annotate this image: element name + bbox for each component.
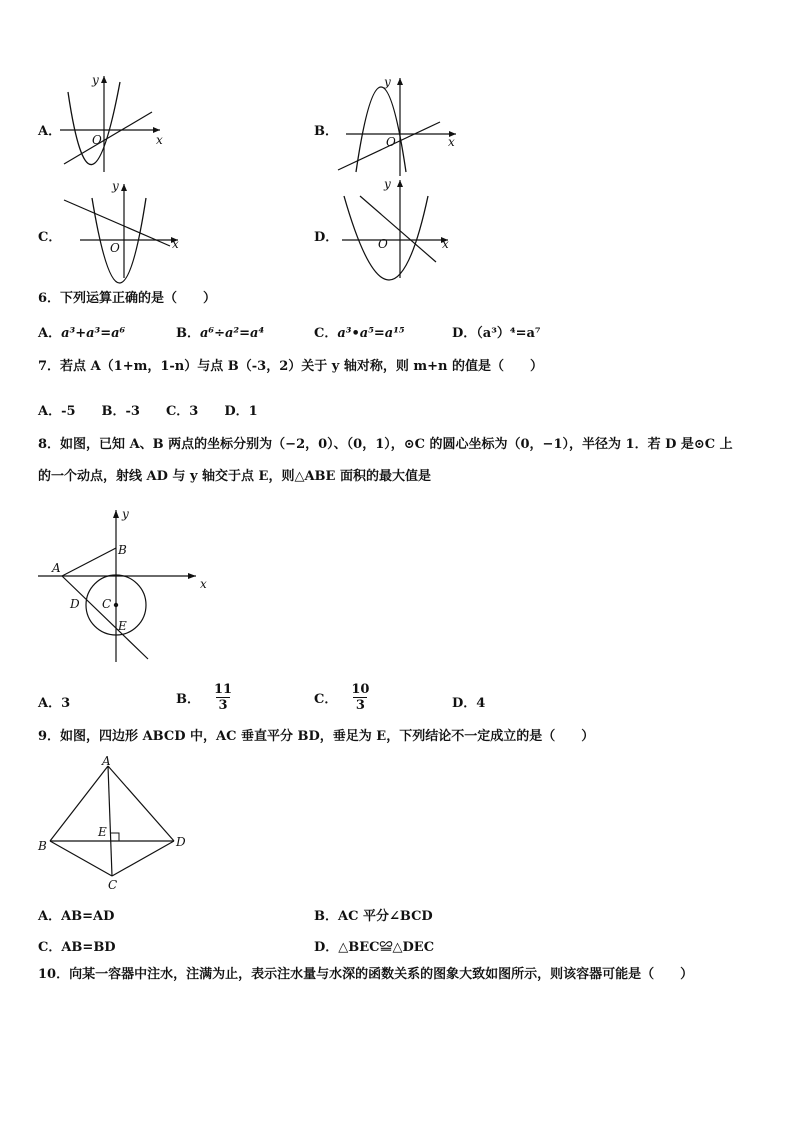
svg-text:C: C [108,878,118,892]
svg-text:y: y [384,75,391,89]
svg-text:D: D [70,597,80,611]
svg-text:A: A [52,561,61,575]
q8-stem-line2: 的一个动点，射线 AD 与 y 轴交于点 E，则△ABE 面积的最大值是 [38,469,431,484]
svg-text:x: x [442,237,449,251]
svg-text:O: O [378,237,388,251]
svg-text:O: O [386,135,396,149]
q8-fraction-b: $\frac{11}{3}$ [214,682,233,713]
svg-text:x: x [200,577,207,591]
svg-text:y: y [112,179,119,193]
svg-text:x: x [172,237,179,251]
q6-option-b[interactable]: B．a⁶÷a²=a⁴ [176,326,265,341]
q9-stem: 9．如图，四边形 ABCD 中，AC 垂直平分 BD，垂足为 E，下列结论不一定成立的是（ ） [38,729,595,744]
q8-option-d[interactable]: D．4 [452,696,486,711]
svg-text:B: B [118,543,127,557]
q8-option-a[interactable]: A．3 [38,696,71,711]
svg-text:y: y [384,177,391,191]
svg-text:x: x [156,133,163,147]
q5-option-c-label[interactable]: C． [38,230,62,245]
svg-text:O: O [92,133,102,147]
q7-options[interactable]: A．-5 B．-3 C．3 D．1 [38,404,258,419]
q6-stem: 6．下列运算正确的是（ ） [38,291,217,306]
q8-option-c[interactable]: C． $\frac{10}{3}$ [314,682,370,713]
svg-text:O: O [110,241,120,255]
svg-text:E: E [118,619,127,633]
q5-graph-c [60,178,185,283]
q8-fraction-c: $\frac{10}{3}$ [351,682,370,713]
svg-text:y: y [92,73,99,87]
svg-text:A: A [102,754,111,768]
q5-option-d-label[interactable]: D． [314,230,339,245]
svg-text:E: E [98,825,107,839]
svg-text:x: x [448,135,455,149]
q7-stem: 7．若点 A（1+m，1-n）与点 B（-3，2）关于 y 轴对称，则 m+n 的值是（ ） [38,359,544,374]
svg-text:C: C [102,597,112,611]
q9-option-b[interactable]: B．AC 平分∠BCD [314,909,433,924]
q9-figure [36,756,196,896]
q5-option-b-label[interactable]: B． [314,124,338,139]
q6-option-a[interactable]: A．a³+a³=a⁶ [38,326,126,341]
q5-graph-d [336,174,461,284]
q8-figure [36,504,216,674]
q8-stem-line1: 8．如图，已知 A、B 两点的坐标分别为（−2，0）、（0，1），⊙C 的圆心坐标为（0，−1），半径为 1．若 D 是⊙C 上 [38,437,733,452]
q5-graph-a [60,72,170,182]
svg-text:D: D [176,835,186,849]
q9-option-a[interactable]: A．AB=AD [38,909,115,924]
q6-option-d[interactable]: D．（a³）⁴=a⁷ [452,326,541,341]
q9-option-d[interactable]: D．△BEC≌△DEC [314,940,435,955]
svg-text:B: B [38,839,47,853]
svg-text:y: y [122,507,129,521]
q8-option-b[interactable]: B． $\frac{11}{3}$ [176,682,233,713]
q5-option-a-label[interactable]: A． [38,124,62,139]
q9-option-c[interactable]: C．AB=BD [38,940,116,955]
q6-option-c[interactable]: C．a³•a⁵=a¹⁵ [314,326,405,341]
q5-graph-b [336,72,461,182]
q10-stem: 10．向某一容器中注水，注满为止，表示注水量与水深的函数关系的图象大致如图所示，则该容器可能是（ ） [38,967,694,982]
